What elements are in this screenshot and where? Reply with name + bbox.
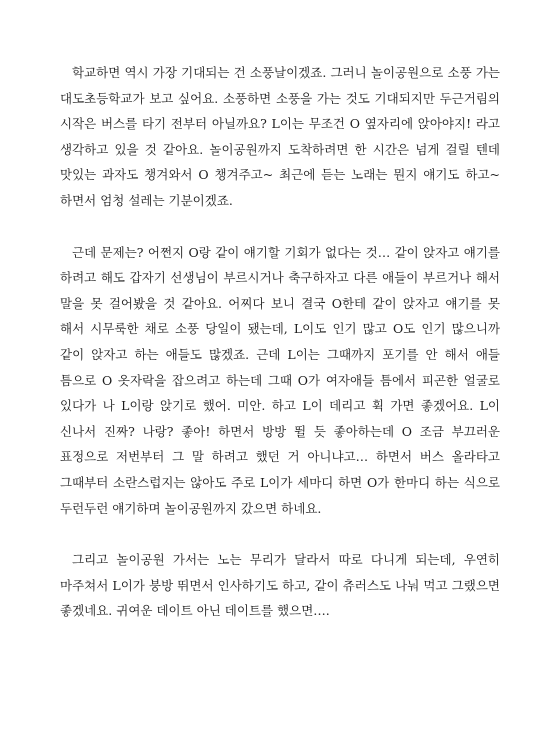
- paragraph-3: 그리고 놀이공원 가서는 노는 무리가 달라서 따로 다니게 되는데, 우연히 마주쳐서 L이가 붕방 뛰면서 인사하기도 하고, 같이 츄러스도 나눠 먹고 그랬으면 좋겠네요. 귀여운 데이트 아닌 데이트를 했으면….: [60, 552, 500, 619]
- paragraph-1: 학교하면 역시 가장 기대되는 건 소풍날이겠죠. 그러니 놀이공원으로 소풍 가는 대도초등학교가 보고 싶어요. 소풍하면 소풍을 가는 것도 기대되지만 두근거림의 시작은 버스를 타기 전부터 아닐까요? L이는 무조건 O 옆자리에 앉아야지! 라고 생각하고 있을 것 같아요. 놀이공원까지 도착하려면 한 시간은 넘게 걸릴 텐데 맛있는 과자도 챙겨와서 O 챙겨주고~ 최근에 듣는 노래는 뭔지 얘기도 하고~ 하면서 엄청 설레는 기분이겠죠.: [60, 65, 500, 208]
- paragraph-2: 근데 문제는? 어쩐지 O랑 같이 얘기할 기회가 없다는 것… 같이 앉자고 얘기를 하려고 해도 갑자기 선생님이 부르시거나 축구하자고 다른 애들이 부르거나 해서 말을 못 걸어봤을 것 같아요. 어찌다 보니 결국 O한테 같이 앉자고 얘기를 못 해서 시무룩한 채로 소풍 당일이 됐는데, L이도 인기 많고 O도 인기 많으니까 같이 앉자고 하는 애들도 많겠죠. 근데 L이는 그때까지 포기를 안 해서 애들 틈으로 O 옷자락을 잡으려고 하는데 그때 O가 여자애들 틈에서 피곤한 얼굴로 있다가 나 L이랑 앉기로 했어. 미안. 하고 L이 데리고 휙 가면 좋겠어요. L이 신나서 진짜? 나랑? 좋아! 하면서 방방 뛸 듯 좋아하는데 O 조금 부끄러운 표정으로 저번부터 그 말 하려고 했던 거 아니냐고… 하면서 버스 올라타고 그때부터 소란스럽지는 않아도 주로 L이가 세마디 하면 O가 한마디 하는 식으로 두런두런 얘기하며 놀이공원까지 갔으면 하네요.: [60, 244, 500, 516]
- document-body: [60, 60, 500, 624]
